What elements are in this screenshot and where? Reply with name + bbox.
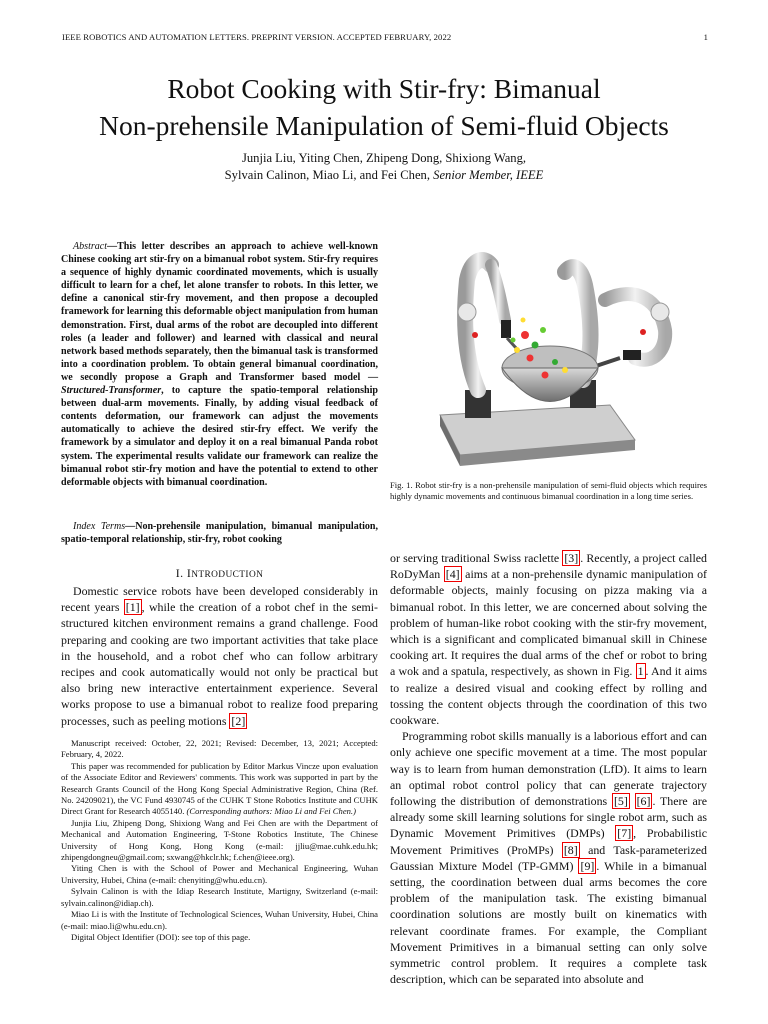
footnote-affiliation: Miao Li is with the Institute of Technological Sciences, Wuhan University, Hubei, China (e-mail: miao.li@whu.edu.cn). — [61, 909, 378, 931]
section-rest: NTRODUCTION — [191, 570, 264, 580]
intro-text: , while the creation of a robot chef in the semi-structured kitchen environment remains a grand challenge. Food preparing and cooking are two important activities that take place in the household, and a robot chef who can follow arbitrary recipes and cook automatically would not only be practical but also bring new interactive entertainment experience. Several works propose to use a bimanual robot to realize food preparing processes, such as peeling motions — [61, 600, 379, 728]
footnote-affiliation: Yiting Chen is with the School of Power and Mechanical Engineering, Wuhan University, Hubei, China (e-mail: chenyiting@whu.edu.cn). — [61, 863, 378, 885]
index-terms-label: Index Terms — [73, 521, 126, 532]
footnote-manuscript: Manuscript received: October, 22, 2021; Revised: December, 13, 2021; Accepted: February, 4, 2022. — [61, 738, 378, 760]
left-robot-forearm — [491, 265, 505, 320]
citation-link[interactable]: [6] — [636, 794, 651, 809]
authors-line-2 — [40, 167, 728, 184]
citation-link[interactable]: [1] — [125, 600, 140, 615]
food-piece — [521, 331, 529, 339]
paper-title — [40, 70, 728, 144]
citation-link[interactable]: [3] — [564, 551, 579, 565]
footnote-affiliation: Sylvain Calinon is with the Idiap Research Institute, Martigny, Switzerland (e-mail: sylvain.calinon@idiap.ch). — [61, 886, 378, 908]
footnote-doi: Digital Object Identifier (DOI): see top of this page. — [71, 931, 251, 942]
authors-names: Sylvain Calinon, Miao Li, and Fei Chen, — [224, 168, 430, 182]
left-gripper — [501, 320, 511, 338]
authors-role: Senior Member, IEEE — [433, 168, 544, 182]
intro-paragraph-1 — [61, 583, 378, 729]
food-piece — [527, 355, 534, 362]
title-line-1: Robot Cooking with Stir-fry: Bimanual — [167, 73, 601, 104]
right-column-body — [390, 550, 707, 987]
citation-link[interactable]: [4] — [445, 567, 460, 582]
footnotes — [61, 738, 378, 943]
index-terms-paragraph — [61, 520, 378, 546]
right-paragraph-1 — [390, 550, 707, 728]
index-terms-text: —Non-prehensile manipulation, bimanual manipulation, spatio-temporal relationship, stir-fry, robot cooking — [61, 521, 378, 546]
citation-link[interactable]: [7] — [617, 826, 632, 841]
abstract — [61, 240, 378, 489]
right-gripper — [623, 350, 641, 360]
abstract-model-name: Structured-Transformer — [61, 385, 162, 397]
body-text: . And it aims to realize a desired visual and cooking effect by rolling and tossing the content objects through the coordination of this two cookware. — [390, 664, 708, 728]
body-text: . While in a bimanual setting, the coordination between dual arms becomes the core problem of the manipulation task. The existing bimanual coordination solutions are mostly built on kinematics with relevant coordinate frames. For example, the Compliant Movement Primitives in a bimanual setting can only solve symmetric control problem. It requires a complete task description, which can be separated into absolute and — [390, 858, 707, 987]
title-line-2: Non-prehensile Manipulation of Semi-fluid Objects — [99, 110, 669, 141]
abstract-text-2: , to capture the spatio-temporal relationship between dual-arm movements. Finally, by adding visual feedback of contents deformation, our framework can adjust the movements automatically to achieve the desired stir-fry effect. We verify the framework by a simulator and deploy it on a real bimanual Panda robot system. The experimental results validate our framework can realize the bimanual robot stir-fry motion and have the potential to extend to other deformable objects with bimanual coordination. — [61, 385, 378, 488]
food-piece — [511, 338, 516, 343]
robot-illustration — [405, 240, 705, 470]
section-first-letter: I — [186, 566, 192, 580]
citation-link[interactable]: [8] — [563, 842, 578, 857]
body-text: and Task-parameterized Gaussian Mixture Model (TP-GMM) — [390, 842, 707, 873]
body-text: , Probabilistic Movement Primitives (ProMPs) — [390, 826, 707, 857]
running-head-text: IEEE ROBOTICS AND AUTOMATION LETTERS. PREPRINT VERSION. ACCEPTED FEBRUARY, 2022 — [62, 32, 452, 42]
body-text: or serving traditional Swiss raclette — [390, 551, 563, 565]
footnote-affiliation: Junjia Liu, Zhipeng Dong, Shixiong Wang and Fei Chen are with the Department of Mechanical and Automation Engineering, T-Stone Robotics Institute, The Chinese University of Hong Kong, Hong Kong (e-mail: jjliu@mae.cuhk.edu.hk; zhipengdongneu@gmail.com; sxwang@hkclr.hk; f.chen@ieee.org). — [61, 817, 378, 863]
citation-link[interactable]: [9] — [580, 858, 595, 873]
food-piece — [552, 359, 558, 365]
citation-link[interactable]: [5] — [613, 794, 628, 809]
page-number: 1 — [703, 32, 708, 42]
section-heading-introduction — [61, 566, 378, 581]
left-arm-accent — [472, 332, 478, 338]
abstract-text-1: —This letter describes an approach to achieve well-known Chinese cooking art stir-fry on a bimanual robot system. Stir-fry requires a sequence of highly dynamic coordinated movements, which is usually difficult to learn for a chef, let alone transfer to robots. In this letter, we define a canonical stir-fry movement, and then propose a decoupled framework for learning this deformable object manipulation from human demonstration. First, dual arms of the robot are decoupled into different roles (a leader and follower) and learned with classical and neural network based methods separately, then the bimanual task is transformed into a coordination problem. To obtain general bimanual coordination, we secondly propose a Graph and Transformer based model — — [61, 241, 378, 383]
figure-robot-stir-fry — [405, 240, 705, 470]
authors-line-1: Junjia Liu, Yiting Chen, Zhipeng Dong, Shixiong Wang, — [241, 151, 527, 165]
figure-link[interactable]: 1 — [637, 664, 644, 679]
food-piece — [562, 367, 568, 373]
intro-text: Domestic service robots have been developed considerably in recent years — [61, 584, 378, 615]
right-paragraph-2 — [390, 728, 707, 987]
food-piece — [521, 318, 526, 323]
author-list — [40, 150, 728, 184]
right-arm-accent — [640, 329, 646, 335]
food-piece — [532, 342, 539, 349]
footnote-funding — [61, 761, 378, 818]
index-terms — [61, 520, 378, 546]
food-piece — [514, 347, 520, 353]
citation-link[interactable]: [2] — [231, 713, 246, 728]
food-piece — [540, 327, 546, 333]
body-text: . There are already some skill learning solutions for single robot arm, such as Dynamic Movement Primitives (DMPs) — [390, 794, 707, 841]
section-numeral: I. — [175, 566, 184, 580]
right-arm-joint — [651, 303, 669, 321]
food-piece — [542, 372, 549, 379]
left-arm-joint — [458, 303, 476, 321]
intro-body — [61, 583, 378, 729]
body-text: aims at a non-prehensile dynamic manipulation of deformable objects, mainly focusing on pizza making via a bimanual robot. In this letter, we are concerned about solving the problem of human-like robot cooking with the stir-fry movement, which is a significant and complicated bimanual skill in Chinese cooking art. It requires the dual arms of the chef or robot to bring a wok and a spatula, respectively, as shown in Fig. — [390, 567, 707, 679]
abstract-paragraph — [61, 240, 378, 489]
left-robot-arm — [465, 260, 491, 390]
running-head — [62, 32, 708, 42]
footnote-corresponding: (Corresponding authors: Miao Li and Fei Chen.) — [186, 806, 356, 817]
body-text: . Recently, a project called RoDyMan — [390, 551, 707, 582]
footnote-funding-text: This paper was recommended for publication by Editor Markus Vincze upon evaluation of the Associate Editor and Reviewers' comments. This work was supported in part by the Research Grants Council of the Hong Kong Special Administrative Region, China (Ref. No. 24209021), the VC Fund 4930745 of the CUHK T Stone Robotics Institute and CUHK Direct Grant for Research 4055140. — [61, 760, 378, 817]
abstract-label: Abstract — [73, 241, 108, 252]
figure-caption: Fig. 1. Robot stir-fry is a non-prehensile manipulation of semi-fluid objects which requires highly dynamic movements and continuous bimanual coordination in a long time series. — [390, 480, 707, 502]
body-text: Programming robot skills manually is a laborious effort and can only achieve one specific movement at a time. The most popular way is to learn from human demonstration (LfD). It aims to learn an optimal robot control policy that can generate trajectory following the distribution of demonstrations — [390, 729, 707, 809]
